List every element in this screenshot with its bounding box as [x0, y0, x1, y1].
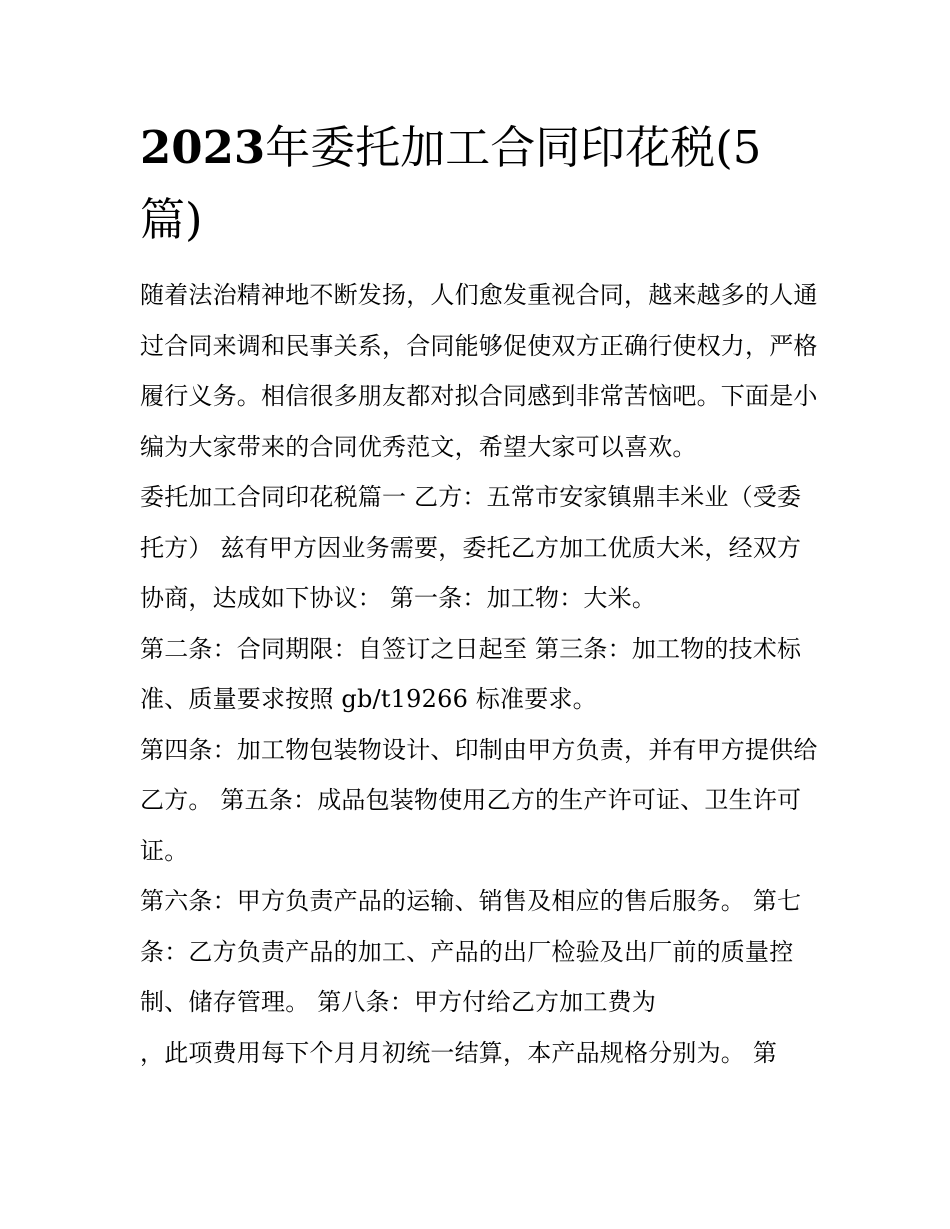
- title-year: 2023: [140, 121, 266, 174]
- intro-paragraph: 随着法治精神地不断发扬，人们愈发重视合同，越来越多的人通过合同来调和民事关系，合同能够促使双方正确行使权力，严格履行义务。相信很多朋友都对拟合同感到非常苦恼吧。下面是小编为大家带来的合同优秀范文，希望大家可以喜欢。: [140, 281, 818, 461]
- article-2-3-paragraph: 第二条：合同期限：自签订之日起至 第三条：加工物的技术标准、质量要求按照 gb/t19266 标准要求。: [140, 634, 802, 713]
- document-page: [140, 112, 820, 1078]
- article-6-8-paragraph: 第六条：甲方负责产品的运输、销售及相应的售后服务。 第七条：乙方负责产品的加工、产品的出厂检验及出厂前的质量控制、储存管理。 第八条：甲方付给乙方加工费为: [140, 887, 802, 1016]
- article-1-paragraph: 委托加工合同印花税篇一 乙方：五常市安家镇鼎丰米业（受委托方） 兹有甲方因业务需要，委托乙方加工优质大米，经双方协商，达成如下协议： 第一条：加工物：大米。: [140, 483, 802, 612]
- article-8-continued-paragraph: ，此项费用每下个月月初统一结算，本产品规格分别为。 第: [140, 1038, 778, 1067]
- document-title: [140, 112, 820, 256]
- article-4-5-paragraph: 第四条：加工物包装物设计、印制由甲方负责，并有甲方提供给乙方。 第五条：成品包装物使用乙方的生产许可证、卫生许可证。: [140, 735, 818, 865]
- title-text: 年委托加工合同印花税(5篇): [140, 121, 762, 246]
